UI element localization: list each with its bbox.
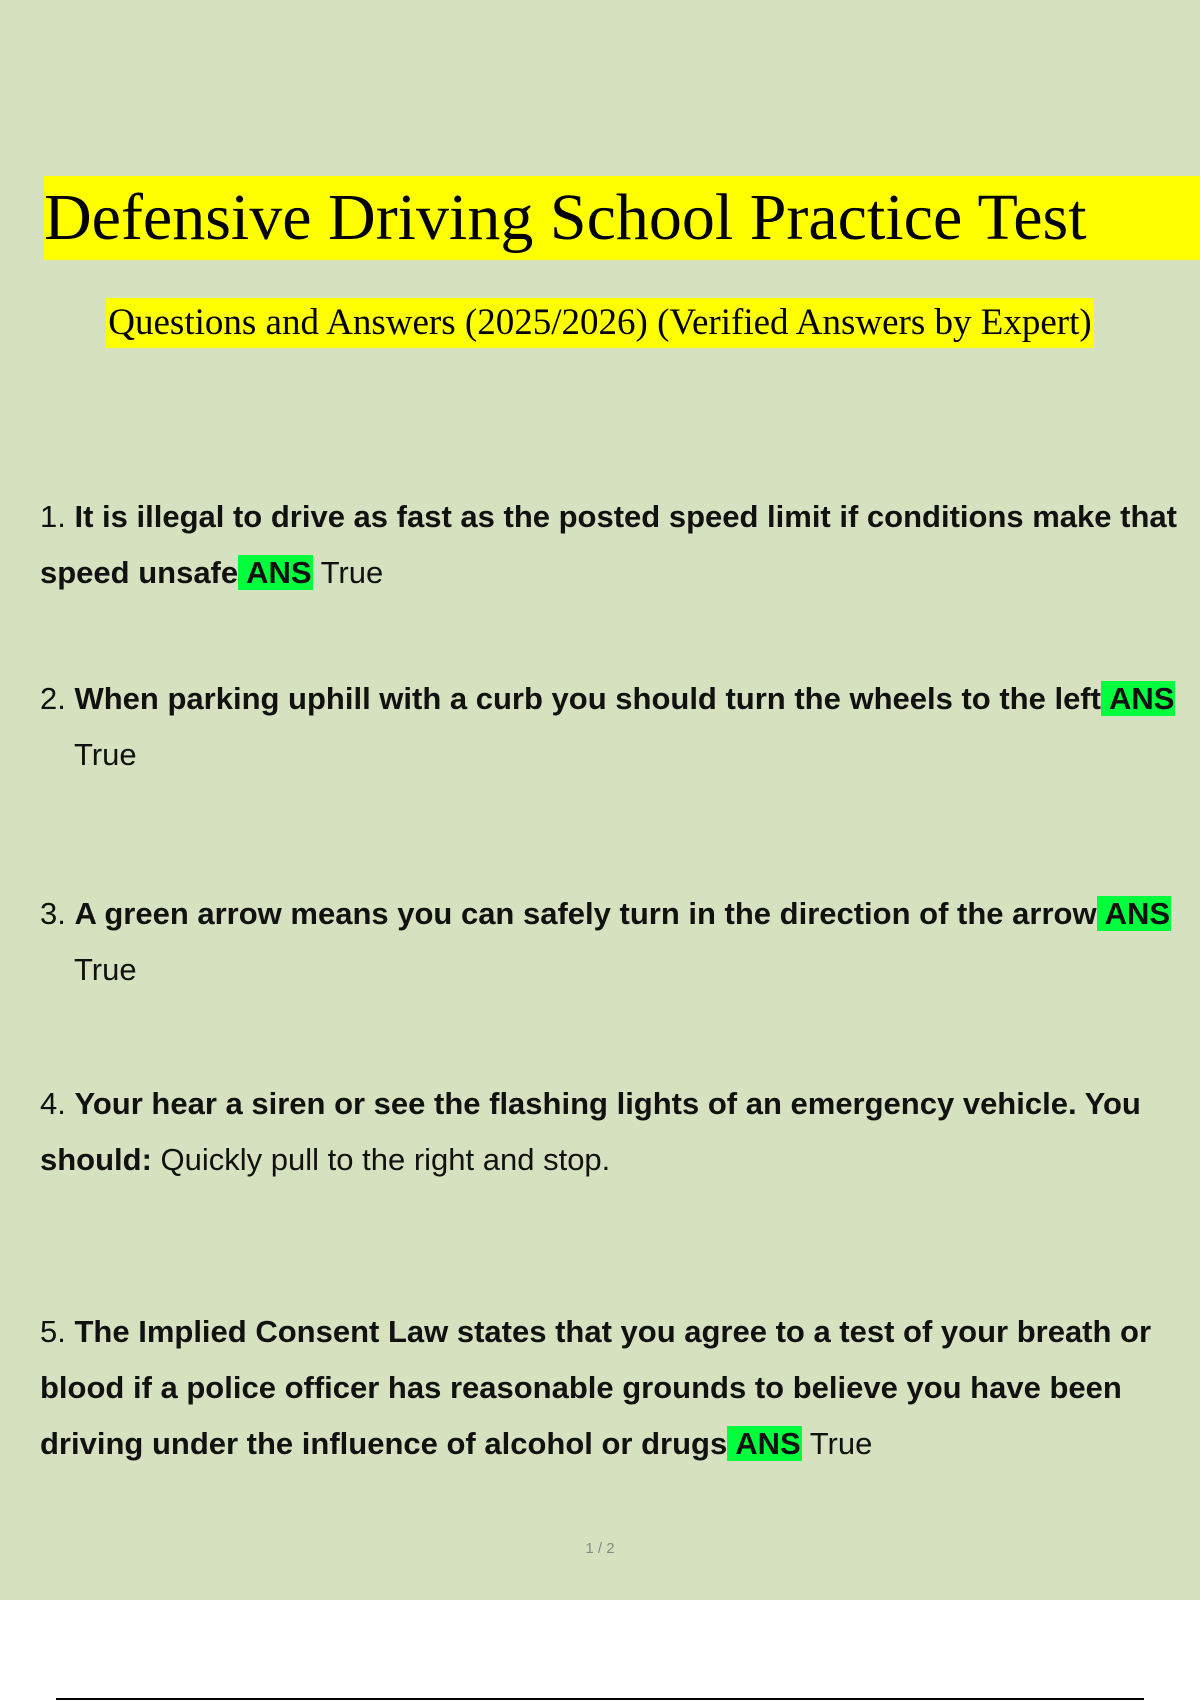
answer-text: True — [809, 1426, 873, 1461]
question-item-2 — [40, 671, 1190, 783]
question-item-5 — [40, 1304, 1190, 1472]
question-item-4 — [40, 1076, 1190, 1188]
answer-text: True — [74, 737, 137, 772]
document-subtitle: Questions and Answers (2025/2026) (Verified Answers by Expert) — [106, 298, 1093, 348]
question-item-3 — [40, 886, 1190, 998]
answer-marker: ANS — [727, 1426, 801, 1461]
question-text: The Implied Consent Law states that you agree to a test of your breath or blood if a police officer has reasonable grounds to believe you have been driving under the influence of alcohol or drugs — [40, 1314, 1152, 1461]
question-number: 5. — [40, 1314, 66, 1349]
question-number: 1. — [40, 499, 66, 534]
question-text: When parking uphill with a curb you should turn the wheels to the left — [74, 681, 1101, 716]
question-number: 2. — [40, 681, 66, 716]
question-number: 3. — [40, 896, 66, 931]
question-text: It is illegal to drive as fast as the posted speed limit if conditions make that speed unsafe — [40, 499, 1177, 590]
answer-marker: ANS — [1097, 896, 1171, 931]
answer-marker: ANS — [238, 555, 312, 590]
question-text: Your hear a siren or see the flashing lights of an emergency vehicle. You should: — [40, 1086, 1141, 1177]
answer-text: True — [74, 952, 137, 987]
answer-marker: ANS — [1101, 681, 1175, 716]
subtitle-container — [0, 298, 1200, 348]
answer-text: Quickly pull to the right and stop. — [160, 1142, 611, 1177]
document-title: Defensive Driving School Practice Test — [44, 176, 1200, 260]
question-item-1 — [40, 489, 1190, 601]
page-indicator: 1 / 2 — [585, 1540, 615, 1557]
answer-text: True — [320, 555, 384, 590]
question-number: 4. — [40, 1086, 66, 1121]
question-text: A green arrow means you can safely turn in the direction of the arrow — [74, 896, 1097, 931]
